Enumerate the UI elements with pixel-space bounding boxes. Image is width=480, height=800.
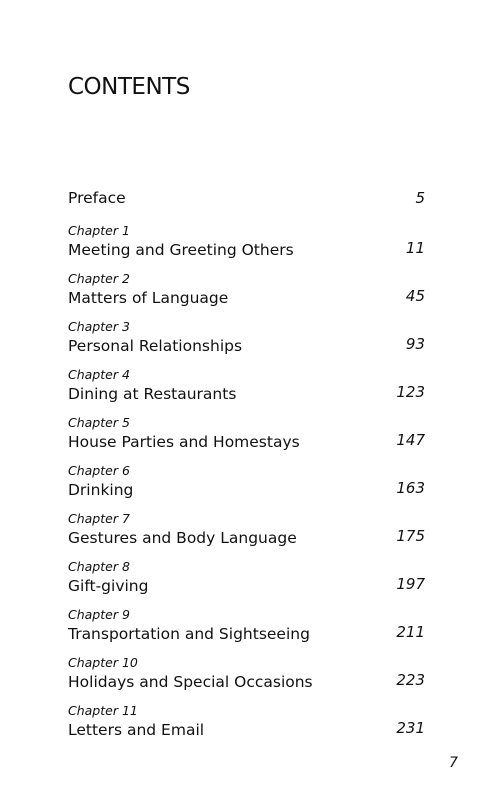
chapter-label: Chapter 1 — [68, 223, 130, 238]
chapter-label: Chapter 11 — [68, 703, 138, 718]
chapter-label: Chapter 2 — [68, 271, 130, 286]
toc-entry-title: Preface — [68, 189, 126, 207]
chapter-label: Chapter 6 — [68, 463, 130, 478]
toc-entry-title: Letters and Email — [68, 721, 205, 739]
toc-page-number: 175 — [396, 527, 425, 545]
toc-page-number: 93 — [405, 335, 425, 353]
toc-entry-chapter — [68, 704, 428, 752]
chapter-label: Chapter 4 — [68, 367, 130, 382]
toc-page-number: 211 — [396, 623, 425, 641]
page-title: CONTENTS — [68, 74, 190, 100]
chapter-label: Chapter 10 — [68, 655, 138, 670]
toc-entry-chapter — [68, 368, 428, 416]
toc-page-number: 45 — [405, 287, 425, 305]
toc-page-number: 223 — [396, 671, 425, 689]
toc-entry-title: Meeting and Greeting Others — [68, 241, 294, 259]
toc-entry-chapter — [68, 512, 428, 560]
toc-entry-chapter — [68, 560, 428, 608]
toc-page-number: 11 — [405, 239, 425, 257]
page-folio: 7 — [449, 755, 458, 771]
toc-page-number: 5 — [415, 189, 425, 207]
toc-entry-title: Transportation and Sightseeing — [68, 625, 310, 643]
toc-entry-chapter — [68, 272, 428, 320]
chapter-label: Chapter 8 — [68, 559, 130, 574]
toc-entry-title: Gestures and Body Language — [68, 529, 297, 547]
table-of-contents — [68, 188, 428, 752]
toc-page-number: 147 — [396, 431, 425, 449]
toc-entry-chapter — [68, 464, 428, 512]
toc-page-number: 231 — [396, 719, 425, 737]
toc-entry-chapter — [68, 416, 428, 464]
toc-entry-title: Dining at Restaurants — [68, 385, 237, 403]
toc-entry-title: Matters of Language — [68, 289, 229, 307]
chapter-label: Chapter 5 — [68, 415, 130, 430]
toc-entry-chapter — [68, 656, 428, 704]
toc-page-number: 123 — [396, 383, 425, 401]
toc-entry-preface — [68, 188, 428, 224]
chapter-label: Chapter 7 — [68, 511, 130, 526]
toc-page-number: 163 — [396, 479, 425, 497]
toc-entry-title: Personal Relationships — [68, 337, 243, 355]
toc-entry-chapter — [68, 320, 428, 368]
toc-entry-title: Gift-giving — [68, 577, 149, 595]
toc-entry-chapter — [68, 608, 428, 656]
toc-page-number: 197 — [396, 575, 425, 593]
chapter-label: Chapter 3 — [68, 319, 130, 334]
toc-entry-title: House Parties and Homestays — [68, 433, 300, 451]
toc-entry-title: Holidays and Special Occasions — [68, 673, 313, 691]
chapter-label: Chapter 9 — [68, 607, 130, 622]
toc-entry-title: Drinking — [68, 481, 134, 499]
toc-entry-chapter — [68, 224, 428, 272]
